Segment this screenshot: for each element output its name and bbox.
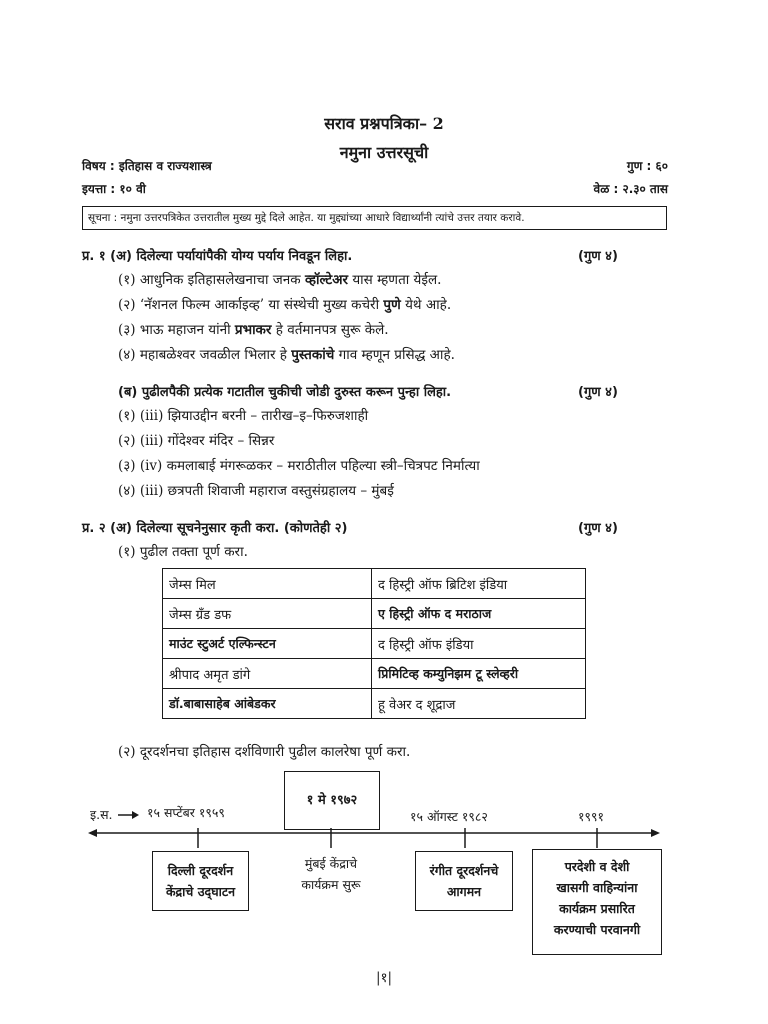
time-label: वेळ : २.३० तास [593, 182, 668, 196]
timeline-date-2: १ मे १९७२ [284, 771, 380, 830]
timeline-date-4: १९९१ [578, 809, 605, 824]
timeline-event-1: दिल्ली दूरदर्शन केंद्राचे उद्‌घाटन [152, 851, 249, 911]
q1b-answer-2: (२) (iii) गोंदेश्वर मंदिर – सिन्नर [118, 433, 275, 449]
page-title: सराव प्रश्नपत्रिका– 2 [324, 114, 444, 133]
table-cell-author: जेम्स मिल [163, 569, 372, 599]
q1a-marks: (गुण ४) [578, 249, 618, 264]
notice-box: सूचना : नमुना उत्तरपत्रिकेत उत्तरातील मुख्य मुद्दे दिले आहेत. या मुद्द्यांच्या आधारे विद्यार्थ्यांनी त्यांचे उत्तर तयार करावे. [82, 206, 667, 230]
table-cell-author: जेम्स ग्रँड डफ [163, 599, 372, 629]
q1a-answer-2: (२) ‘नॅशनल फिल्म आर्काइव्ह’ या संस्थेची मुख्य कचेरी पुणे येथे आहे. [118, 297, 452, 313]
page-number: |१| [375, 970, 393, 986]
table-cell-book: प्रिमिटिव्ह कम्युनिझम टू स्लेव्हरी [372, 659, 586, 689]
table-cell-author: माउंट स्टुअर्ट एल्फिन्स्टन [163, 629, 372, 659]
marks-label: गुण : ६० [626, 159, 668, 173]
q2a-sub2: (२) दूरदर्शनचा इतिहास दर्शविणारी पुढील कालरेषा पूर्ण करा. [118, 744, 411, 760]
table-cell-author: डॉ.बाबासाहेब आंबेडकर [163, 689, 372, 719]
q1a-answer-1: (१) आधुनिक इतिहासलेखनाचा जनक व्हॉल्टेअर यास म्हणता येईल. [118, 272, 442, 288]
page-subtitle: नमुना उत्तरसूची [339, 143, 429, 162]
table-cell-book: द हिस्ट्री ऑफ इंडिया [372, 629, 586, 659]
q1b-answer-3: (३) (iv) कमलाबाई मंगरूळकर – मराठीतील पहिल्या स्त्री–चित्रपट निर्मात्या [118, 458, 480, 474]
q2a-sub1: (१) पुढील तक्ता पूर्ण करा. [118, 544, 248, 560]
table-cell-book: द हिस्ट्री ऑफ ब्रिटिश इंडिया [372, 569, 586, 599]
q1b-marks: (गुण ४) [578, 385, 618, 400]
q2a-marks: (गुण ४) [578, 521, 618, 536]
q1b-answer-1: (१) (iii) झियाउद्दीन बरनी – तारीख–इ–फिरुजशाही [118, 408, 369, 424]
timeline-event-3: रंगीत दूरदर्शनचे आगमन [415, 851, 513, 911]
q1a-heading: प्र. १ (अ) दिलेल्या पर्यायांपैकी योग्य पर्याय निवडून लिहा. [82, 249, 353, 264]
timeline-date-1: १५ सप्टेंबर १९५९ [147, 805, 225, 820]
q1a-answer-3: (३) भाऊ महाजन यांनी प्रभाकर हे वर्तमानपत्र सुरू केले. [118, 322, 389, 338]
timeline-event-4: परदेशी व देशी खासगी वाहिन्यांना कार्यक्रम प्रसारित करण्याची परवानगी [532, 849, 662, 955]
q2a-heading: प्र. २ (अ) दिलेल्या सूचनेनुसार कृती करा. (कोणतेही २) [82, 521, 348, 536]
timeline-era-label: इ.स. [90, 807, 113, 822]
q1b-heading: (ब) पुढीलपैकी प्रत्येक गटातील चुकीची जोडी दुरुस्त करून पुन्हा लिहा. [118, 385, 452, 400]
q1b-answer-4: (४) (iii) छत्रपती शिवाजी महाराज वस्तुसंग्रहालय – मुंबई [118, 483, 394, 499]
table-cell-author: श्रीपाद अमृत डांगे [163, 659, 372, 689]
subject-label: विषय : इतिहास व राज्यशास्त्र [82, 159, 212, 173]
table-cell-book: ए हिस्ट्री ऑफ द मराठाज [372, 599, 586, 629]
timeline-event-2: मुंबई केंद्राचे कार्यक्रम सुरू [301, 856, 361, 892]
q1a-answer-4: (४) महाबळेश्वर जवळील भिलार हे पुस्तकांचे गाव म्हणून प्रसिद्ध आहे. [118, 347, 455, 363]
class-label: इयत्ता : १० वी [82, 182, 146, 196]
timeline-date-3: १५ ऑगस्ट १९८२ [410, 809, 488, 824]
table-cell-book: हू वेअर द शूद्राज [372, 689, 586, 719]
